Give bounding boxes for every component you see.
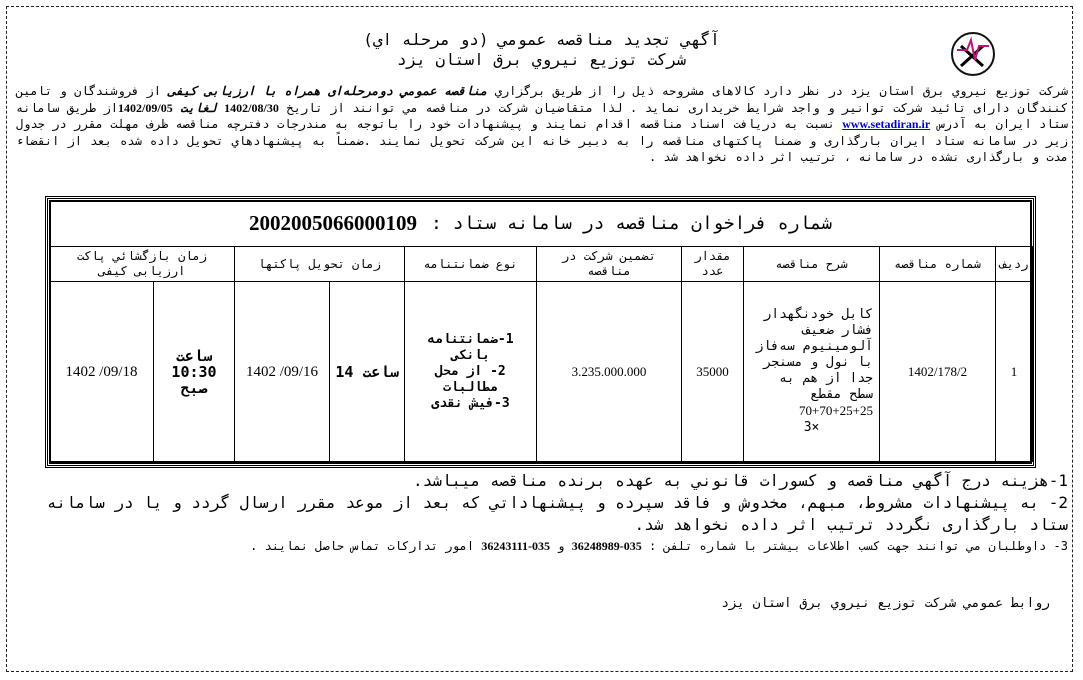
table-row [50, 282, 1033, 462]
header-opening: زمان بازگشائي پاكت ارزيابی كيفی [50, 247, 235, 282]
note-1: 1-هزينه درج آگهي مناقصه و كسورات قانوني به عهده برنده مناقصه ميباشد. [412, 471, 1068, 490]
cell-guarantee-type: 1-ضمانتنامه بانكی 2- از محل مطالبات 3-فيش نقدی [405, 282, 537, 462]
header-quantity: مقدار عدد [682, 247, 744, 282]
setadiran-link[interactable]: www.setadiran.ir [842, 117, 931, 131]
call-number-label: شماره فراخوان مناقصه در سامانه ستاد : [431, 212, 832, 234]
call-number: 2002005066000109 [249, 210, 418, 235]
cell-opening-date: 1402 /09/18 [50, 282, 154, 462]
footer-signature: روابط عمومي شركت توزيع نيروي برق استان يزد [721, 596, 1050, 611]
cell-delivery-time: ساعت 14 [330, 282, 405, 462]
cell-opening-time: ساعت 10:30 صبح [154, 282, 235, 462]
header-row-number: رديف [996, 247, 1033, 282]
notice-title: آگهي تجديد مناقصه عمومي (دو مرحله اي) [363, 30, 720, 49]
notes-section [14, 470, 1068, 555]
header-description: شرح مناقصه [744, 247, 880, 282]
header-guarantee: تضمين شركت در مناقصه [537, 247, 682, 282]
phone-2: 035-36243111 [481, 539, 551, 553]
company-name: شركت توزيع نيروي برق استان يزد [397, 50, 686, 69]
cell-description: كابل خودنگهدار فشار ضعيف آلومينيوم سه‌فاز با نول و مسنجر جدا از هم به سطح مقطع 70+70+25+25 ×3 [744, 282, 880, 462]
cell-delivery-date: 1402 /09/16 [235, 282, 330, 462]
cell-quantity: 35000 [682, 282, 744, 462]
intro-paragraph: شركت توزيع نيروي برق استان يزد در نظر دارد كالاهای مشروحه ذيل را از طريق برگزاري مناقصه عمومي دومرحله‌ای همراه با ارزيابی كيفی از فروشندگان و تامين كنندگان دارای تائيد شركت توانير و واجد شرايط خريداری نمايد . لذا متقاضيان شركت در مناقصه مي توانند از تاريخ 1402/08/30 لغايت 1402/09/05از طريق سامانه ستاد ايران به آدرس www.setadiran.ir نسبت به دريافت اسناد مناقصه اقدام نمايند و پيشنهادات خود را باتوجه به مندرجات دفترچه مناقصه ظرف مهلت مقرر در جدول زير در سامانه ستاد ايران بارگذاری و ضمنا پاكتهای مناقصه را به دبير خانه اين شركت تحويل نمايند .ضمناً به پيشنهادهاي تحويل داده شده بعد از انقضاء مدت و بارگذاری نشده در سامانه ، ترتيب اثر داده نخواهد شد . [16, 84, 1068, 164]
cell-row-number: 1 [996, 282, 1033, 462]
table-header-row [50, 247, 1033, 282]
header-delivery: زمان تحويل پاكتها [235, 247, 405, 282]
header-guarantee-type: نوع ضمانتنامه [405, 247, 537, 282]
note-2: 2- به پيشنهادات مشروط، مبهم، مخدوش و فاقد سپرده و پيشنهاداتي كه بعد از موعد مقرر ارسال گردد و يا در سامانه ستاد بارگذاری نگردد ترتيب اثر داده نخواهد شد. [46, 493, 1068, 534]
header-tender-number: شماره مناقصه [880, 247, 996, 282]
note-3: 3- داوطلبان مي توانند جهت كسب اطلاعات بيشتر با شماره تلفن : 035-36248989 و 035-36243111 امور تداركات تماس حاصل نمايند . [250, 539, 1068, 553]
cell-guarantee: 3.235.000.000 [537, 282, 682, 462]
call-number-row [49, 200, 1032, 246]
tender-table [49, 246, 1033, 462]
cell-tender-number: 1402/178/2 [880, 282, 996, 462]
phone-1: 035-36248989 [571, 539, 642, 553]
